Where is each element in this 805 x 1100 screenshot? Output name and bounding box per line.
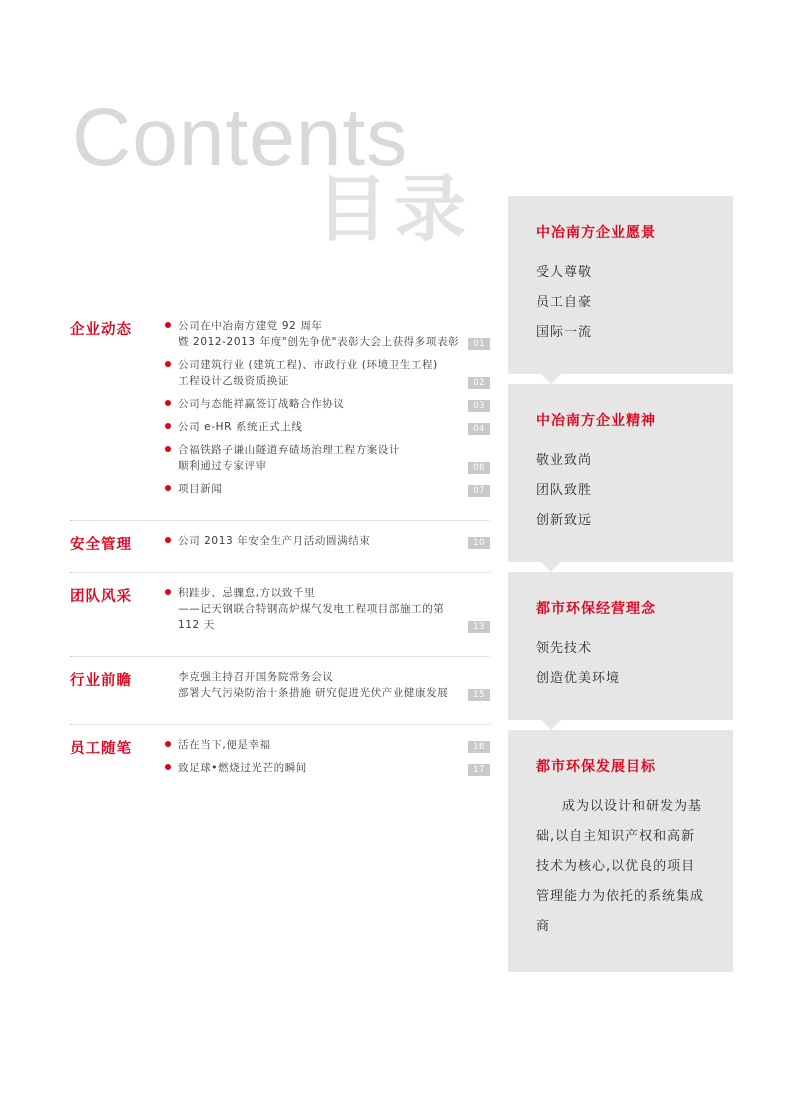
toc-entry-text: 公司与态能祥赢签订战略合作协议 [178,398,345,410]
toc-section-staff-essays [70,737,490,793]
section-divider [70,656,490,657]
toc-entry-text: 致足球•燃烧过光芒的瞬间 [178,762,307,774]
toc-entry-text: 李克强主持召开国务院常务会议 部署大气污染防治十条措施 研究促进光伏产业健康发展 [178,671,449,699]
panel-title: 中冶南方企业精神 [536,413,656,429]
table-of-contents [70,318,490,793]
toc-entry[interactable] [178,419,490,435]
toc-entry[interactable] [178,760,490,776]
philosophy-panels [508,196,733,972]
panel-line: 创新致远 [536,513,593,528]
toc-entry[interactable] [178,357,490,389]
bullet-icon [165,361,171,367]
bullet-icon [165,741,171,747]
toc-entry-text: 积跬步、忌骤怠,方以致千里 ——记天钢联合特钢高炉煤气发电工程项目部施工的第 112 天 [178,587,445,631]
page-number-badge: 04 [468,423,490,435]
bullet-icon [165,400,171,406]
toc-entry[interactable] [178,481,490,497]
page-number-badge: 03 [468,400,490,412]
section-divider [70,724,490,725]
toc-entry-text: 项目新闻 [178,483,223,495]
toc-entry-text: 公司在中冶南方建党 92 周年 暨 2012-2013 年度"创先争优"表彰大会上获得多项表彰 [178,320,460,348]
toc-entry[interactable] [178,533,490,549]
page-number-badge: 13 [468,621,490,633]
page-number-badge: 16 [468,741,490,753]
toc-entry[interactable] [178,585,490,633]
toc-section-enterprise-news [70,318,490,521]
toc-section-industry-outlook [70,669,490,725]
section-title: 行业前瞻 [70,673,132,689]
panel-title: 都市环保经营理念 [536,601,656,617]
page-title-cn: 目录 [315,167,472,251]
bullet-icon [165,537,171,543]
panel-line: 敬业致尚 [536,453,593,468]
section-divider [70,520,490,521]
section-title: 员工随笔 [70,741,132,757]
panel-corporate-vision [508,196,733,374]
panel-tail-icon [540,373,562,384]
bullet-icon [165,446,171,452]
section-items [162,737,490,783]
panel-corporate-spirit [508,384,733,562]
page-number-badge: 15 [468,689,490,701]
toc-entry-text: 公司 2013 年安全生产月活动圆满结束 [178,535,371,547]
panel-development-goal [508,730,733,972]
panel-paragraph: 成为以设计和研发为基础,以自主知识产权和高新技术为核心,以优良的项目管理能力为依托的系统集成商 [536,799,705,934]
page-number-badge: 10 [468,537,490,549]
bullet-icon [165,589,171,595]
bullet-icon [165,485,171,491]
toc-entry-text: 公司 e-HR 系统正式上线 [178,421,303,433]
page-number-badge: 17 [468,764,490,776]
section-title: 安全管理 [70,537,132,553]
toc-entry[interactable] [178,318,490,350]
toc-section-safety-management [70,533,490,573]
page-number-badge: 02 [468,377,490,389]
section-divider [70,572,490,573]
panel-tail-icon [540,719,562,730]
page-title-en: Contents [72,92,409,183]
toc-entry[interactable] [178,737,490,753]
toc-entry-text: 公司建筑行业 (建筑工程)、市政行业 (环境卫生工程) 工程设计乙级资质换证 [178,359,438,387]
page-number-badge: 06 [468,462,490,474]
panel-management-philosophy [508,572,733,720]
page-header [72,92,492,251]
section-items [162,585,490,640]
section-title: 团队风采 [70,589,132,605]
toc-entry-text: 合福铁路子谦山隧道弃碴场治理工程方案设计 顺利通过专家评审 [178,444,400,472]
section-items [162,318,490,504]
panel-line: 团队致胜 [536,483,593,498]
panel-line: 领先技术 [536,641,593,656]
bullet-icon [165,322,171,328]
section-items [162,533,490,556]
page-number-badge: 07 [468,485,490,497]
panel-line: 员工自豪 [536,295,593,310]
panel-line: 国际一流 [536,325,593,340]
panel-line: 创造优美环境 [536,671,621,686]
panel-title: 都市环保发展目标 [536,759,656,775]
toc-entry-text: 活在当下,便是幸福 [178,739,271,751]
toc-entry[interactable] [178,669,490,701]
panel-line: 受人尊敬 [536,265,593,280]
section-items [162,669,490,708]
toc-section-team-style [70,585,490,657]
toc-entry[interactable] [178,396,490,412]
page-number-badge: 01 [468,338,490,350]
bullet-icon [165,764,171,770]
section-title: 企业动态 [70,322,132,338]
bullet-icon [165,423,171,429]
panel-tail-icon [540,561,562,572]
panel-title: 中冶南方企业愿景 [536,225,656,241]
toc-entry[interactable] [178,442,490,474]
